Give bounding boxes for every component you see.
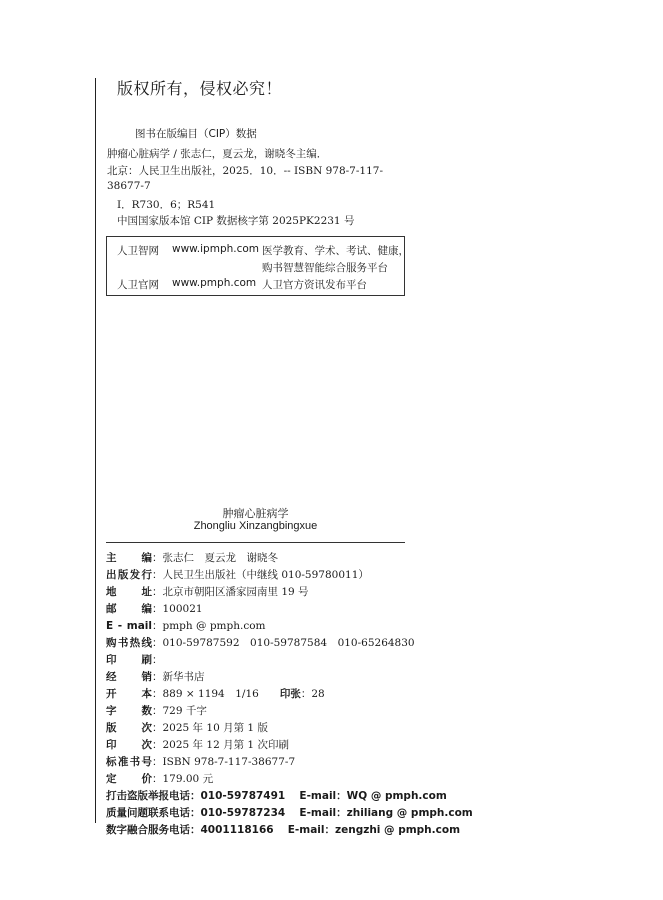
portal-name: 人卫官网: [117, 279, 159, 291]
info-label: 开 本: [106, 688, 152, 700]
book-title: 肿瘤心脏病学: [222, 507, 289, 520]
contact-row-piracy: 打击盗版举报电话：010-59787491 E-mail：WQ @ pmph.com: [106, 790, 447, 802]
info-value: 889 × 1194 1/16: [162, 688, 259, 700]
contact-email[interactable]: WQ @ pmph.com: [346, 790, 447, 802]
info-row-email: E - mail：pmph @ pmph.com: [106, 620, 266, 632]
info-value: 179.00 元: [162, 773, 214, 785]
margin-rule: [95, 78, 96, 823]
info-value[interactable]: pmph @ pmph.com: [162, 620, 266, 632]
info-label: 主 编: [106, 552, 152, 564]
info-label: 定 价: [106, 773, 152, 785]
info-row-hotline: 购书热线：010-59787592 010-59787584 010-65264830: [106, 637, 415, 649]
cip-line: 肿瘤心脏病学 / 张志仁，夏云龙，谢晓冬主编．: [107, 148, 328, 160]
info-value: 人民卫生出版社（中继线 010-59780011）: [162, 569, 369, 581]
info-value: 张志仁 夏云龙 谢晓冬: [162, 552, 278, 564]
cip-line: 北京：人民卫生出版社，2025．10．-- ISBN 978-7-117-: [107, 165, 384, 177]
portal-desc: 购书智慧智能综合服务平台: [262, 262, 388, 274]
info-label: E - mail: [106, 620, 152, 632]
info-row-wordcount: 字 数：729 千字: [106, 705, 207, 717]
info-value: 新华书店: [162, 671, 205, 683]
contact-label: 打击盗版举报电话: [106, 790, 190, 802]
info-label: 印 次: [106, 739, 152, 751]
contact-email-label: E-mail: [299, 807, 337, 819]
info-label: 邮 编: [106, 603, 152, 615]
info-label: 版 次: [106, 722, 152, 734]
info-row-distributor: 经 销：新华书店: [106, 671, 205, 683]
info-row-isbn: 标准书号：ISBN 978-7-117-38677-7: [106, 756, 296, 768]
portal-name: 人卫智网: [117, 245, 159, 257]
cip-line: Ⅰ．R730．6；R541: [117, 199, 216, 211]
info-label: 经 销: [106, 671, 152, 683]
info-row-address: 地 址：北京市朝阳区潘家园南里 19 号: [106, 586, 309, 598]
portal-desc: 医学教育、学术、考试、健康，: [262, 245, 409, 257]
info-label: 印 刷: [106, 654, 152, 666]
info-row-printing: 印 次：2025 年 12 月第 1 次印刷: [106, 739, 289, 751]
contact-phone: 010-59787234: [200, 807, 286, 819]
info-value: 100021: [162, 603, 203, 615]
contact-phone: 4001118166: [200, 824, 274, 836]
info-value: 2025 年 10 月第 1 版: [162, 722, 268, 734]
info-row-format: 开 本：889 × 1194 1/16 印张：28: [106, 688, 325, 700]
info-value: ISBN 978-7-117-38677-7: [162, 756, 296, 768]
portal-box: [106, 236, 409, 296]
info-value: 北京市朝阳区潘家园南里 19 号: [162, 586, 309, 598]
sheets-value: 28: [311, 688, 325, 700]
sheets-label: 印张: [279, 688, 301, 700]
info-label: 标准书号: [106, 756, 152, 768]
portal-desc: 人卫官方资讯发布平台: [262, 279, 367, 291]
cip-line: 38677-7: [107, 180, 151, 192]
info-row-edition: 版 次：2025 年 10 月第 1 版: [106, 722, 268, 734]
contact-label: 质量问题联系电话: [106, 807, 190, 819]
portal-url[interactable]: www.pmph.com: [172, 277, 257, 289]
copyright-notice: 版权所有，侵权必究！: [117, 79, 283, 98]
info-row-postcode: 邮 编：100021: [106, 603, 203, 615]
book-pinyin: Zhongliu Xinzangbingxue: [193, 520, 318, 532]
info-value: 010-59787592 010-59787584 010-65264830: [162, 637, 415, 649]
info-row-price: 定 价：179.00 元: [106, 773, 214, 785]
contact-email-label: E-mail: [299, 790, 337, 802]
info-label: 字 数: [106, 705, 152, 717]
contact-phone: 010-59787491: [200, 790, 286, 802]
info-row-publisher: 出版发行：人民卫生出版社（中继线 010-59780011）: [106, 569, 369, 581]
contact-email[interactable]: zhiliang @ pmph.com: [346, 807, 473, 819]
info-label: 出版发行: [106, 569, 152, 581]
info-row-editor: 主 编：张志仁 夏云龙 谢晓冬: [106, 552, 278, 564]
contact-email-label: E-mail: [287, 824, 325, 836]
contact-row-digital: 数字融合服务电话：4001118166 E-mail：zengzhi @ pmph.com: [106, 824, 461, 836]
info-label: 地 址: [106, 586, 152, 598]
cip-line: 中国国家版本馆 CIP 数据核字第 2025PK2231 号: [117, 215, 355, 227]
info-label: 购书热线: [106, 637, 152, 649]
portal-url[interactable]: www.ipmph.com: [172, 243, 260, 255]
contact-row-quality: 质量问题联系电话：010-59787234 E-mail：zhiliang @ pmph.com: [106, 807, 473, 819]
info-value: 2025 年 12 月第 1 次印刷: [162, 739, 289, 751]
contact-email[interactable]: zengzhi @ pmph.com: [334, 824, 461, 836]
cip-title: 图书在版编目（CIP）数据: [135, 128, 257, 140]
info-row-printer: 印 刷：: [106, 654, 163, 666]
divider: [106, 542, 405, 543]
info-value: 729 千字: [162, 705, 207, 717]
contact-label: 数字融合服务电话: [106, 824, 190, 836]
